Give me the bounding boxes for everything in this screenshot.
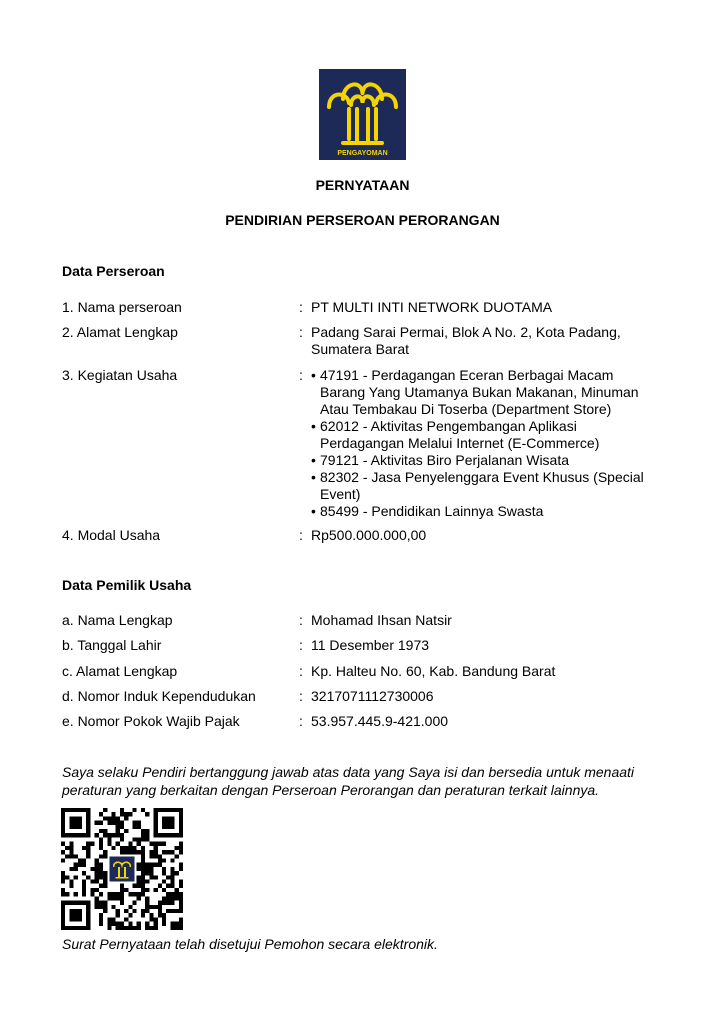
field-label: a. Nama Lengkap [62,612,173,628]
company-name-value: PT MULTI INTI NETWORK DUOTAMA [311,299,553,315]
field-separator: : [299,299,303,315]
field-separator: : [299,527,303,543]
pengayoman-logo [319,69,406,160]
activity-text: 47191 - Perdagangan Eceran Berbagai Macam Barang Yang Utamanya Bukan Makanan, Minuman Atau Tembakau Di Toserba (Department Store) [320,367,639,417]
document-subtitle: PENDIRIAN PERSEROAN PERORANGAN [225,212,500,228]
document-title: PERNYATAAN [315,177,410,193]
field-separator: : [299,713,303,729]
activity-item: • 47191 - Perdagangan Eceran Berbagai Macam Barang Yang Utamanya Bukan Makanan, Minuman Atau Tembakau Di Toserba (Department Store) [311,367,639,417]
owner-nik-value: 3217071112730006 [311,688,434,704]
declaration-statement: Saya selaku Pendiri bertanggung jawab atas data yang Saya isi dan bersedia untuk menaati peraturan yang berkaitan dengan Perseroan Perorangan dan peraturan terkait lainnya. [62,764,635,798]
field-label: 2. Alamat Lengkap [62,324,178,340]
logo-text: PENGAYOMAN [337,150,388,157]
field-label: 3. Kegiatan Usaha [62,367,178,383]
activity-list [311,367,661,520]
activity-item: • 85499 - Pendidikan Lainnya Swasta [311,503,544,519]
field-label: d. Nomor Induk Kependudukan [62,688,256,704]
field-separator: : [299,367,303,383]
activity-text: 62012 - Aktivitas Pengembangan Aplikasi Perdagangan Melalui Internet (E-Commerce) [320,418,600,451]
activity-text: 85499 - Pendidikan Lainnya Swasta [320,503,544,519]
field-separator: : [299,637,303,653]
activity-item: • 82302 - Jasa Penyelenggara Event Khusus (Special Event) [311,469,644,502]
activity-item: • 62012 - Aktivitas Pengembangan Aplikasi Perdagangan Melalui Internet (E-Commerce) [311,418,600,451]
electronic-approval-note: Surat Pernyataan telah disetujui Pemohon secara elektronik. [62,936,438,952]
owner-section-heading: Data Pemilik Usaha [62,577,192,593]
field-separator: : [299,663,303,679]
field-separator: : [299,688,303,704]
field-separator: : [299,612,303,628]
field-label: 1. Nama perseroan [62,299,182,315]
qr-code [61,808,183,930]
field-label: e. Nomor Pokok Wajib Pajak [62,713,240,729]
capital-value: Rp500.000.000,00 [311,527,427,543]
owner-name-value: Mohamad Ihsan Natsir [311,612,452,628]
activity-text: 82302 - Jasa Penyelenggara Event Khusus (Special Event) [320,469,644,502]
activity-item: • 79121 - Aktivitas Biro Perjalanan Wisata [311,452,570,468]
activity-text: 79121 - Aktivitas Biro Perjalanan Wisata [320,452,570,468]
owner-npwp-value: 53.957.445.9-421.000 [311,713,449,729]
owner-address-value: Kp. Halteu No. 60, Kab. Bandung Barat [311,663,556,679]
field-label: 4. Modal Usaha [62,527,161,543]
owner-birthdate-value: 11 Desember 1973 [311,637,430,653]
field-label: c. Alamat Lengkap [62,663,178,679]
company-address-value: Padang Sarai Permai, Blok A No. 2, Kota Padang, Sumatera Barat [311,324,621,357]
field-label: b. Tanggal Lahir [62,637,162,653]
company-section-heading: Data Perseroan [62,263,165,279]
field-separator: : [299,324,303,340]
